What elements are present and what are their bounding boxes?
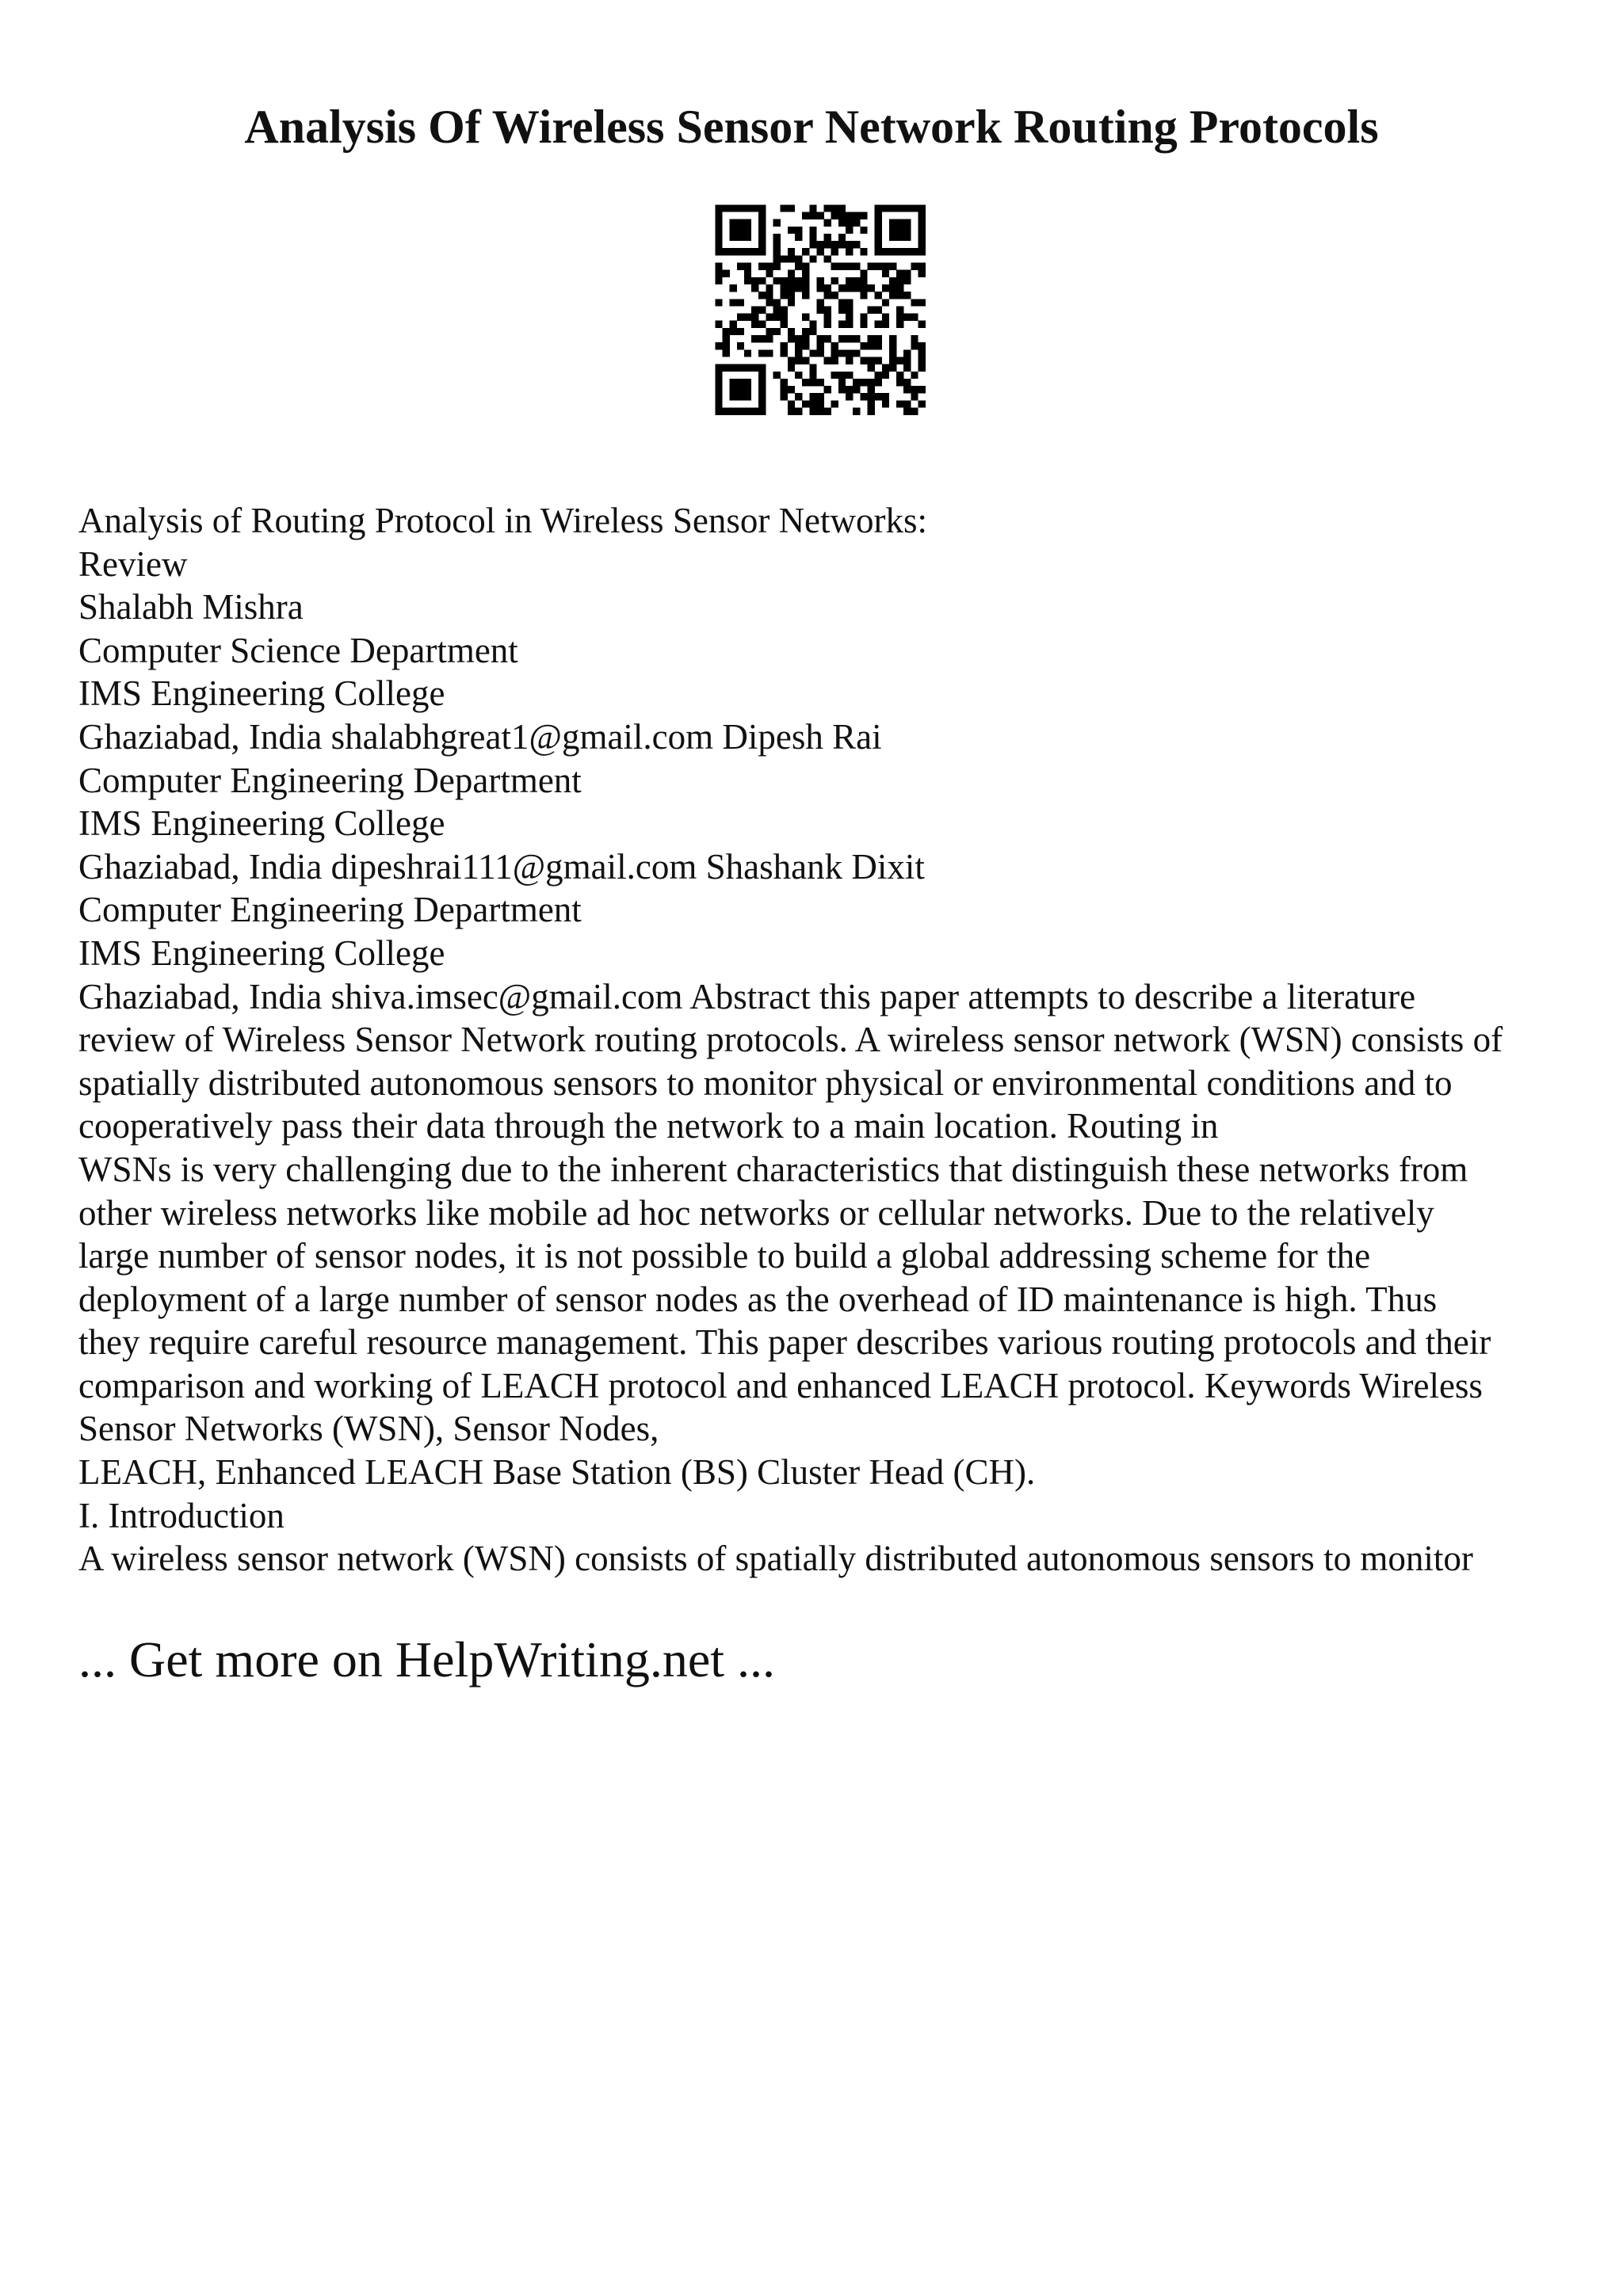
body-line: IMS Engineering College [78, 803, 445, 844]
body-line: Computer Engineering Department [78, 890, 582, 930]
body-line: LEACH, Enhanced LEACH Base Station (BS) Cluster Head (CH). [78, 1452, 1036, 1493]
body-line: Sensor Networks (WSN), Sensor Nodes, [78, 1409, 659, 1449]
body-line: cooperatively pass their data through the network to a main location. Routing in [78, 1106, 1219, 1146]
body-line: WSNs is very challenging due to the inherent characteristics that distinguish these networks from [78, 1149, 1468, 1189]
body-line: large number of sensor nodes, it is not possible to build a global addressing scheme for the [78, 1236, 1371, 1276]
body-line: spatially distributed autonomous sensors to monitor physical or environmental conditions and to [78, 1062, 1453, 1103]
body-line: deployment of a large number of sensor nodes as the overhead of ID maintenance is high. Thus [78, 1279, 1438, 1319]
document-title: Analysis Of Wireless Sensor Network Routing Protocols [244, 101, 1379, 153]
body-line: comparison and working of LEACH protocol and enhanced LEACH protocol. Keywords Wireless [78, 1365, 1483, 1405]
body-line: Shalabh Mishra [78, 587, 304, 627]
body-line: Analysis of Routing Protocol in Wireless Sensor Networks: [78, 501, 928, 540]
body-line: IMS Engineering College [78, 933, 445, 973]
body-line: Ghaziabad, India shiva.imsec@gmail.com Abstract this paper attempts to describe a literature [78, 976, 1416, 1016]
get-more-link[interactable]: ... Get more on HelpWriting.net ... [78, 1631, 775, 1688]
body-line: Ghaziabad, India shalabhgreat1@gmail.com Dipesh Rai [78, 716, 882, 757]
body-line: review of Wireless Sensor Network routing protocols. A wireless sensor network (WSN) consists of [78, 1020, 1503, 1060]
qr-code-icon [701, 190, 940, 429]
body-line: Computer Science Department [78, 630, 518, 670]
body-line: other wireless networks like mobile ad hoc networks or cellular networks. Due to the relatively [78, 1192, 1434, 1233]
body-line: I. Introduction [78, 1495, 285, 1535]
body-line: Ghaziabad, India dipeshrai111@gmail.com Shashank Dixit [78, 846, 925, 887]
body-line: Review [78, 543, 188, 584]
body-line: A wireless sensor network (WSN) consists of spatially distributed autonomous sensors to monitor [78, 1539, 1473, 1579]
body-line: Computer Engineering Department [78, 760, 582, 800]
body-line: IMS Engineering College [78, 673, 445, 714]
body-line: they require careful resource management. This paper describes various routing protocols and their [78, 1322, 1491, 1363]
document-body [78, 499, 1568, 1581]
